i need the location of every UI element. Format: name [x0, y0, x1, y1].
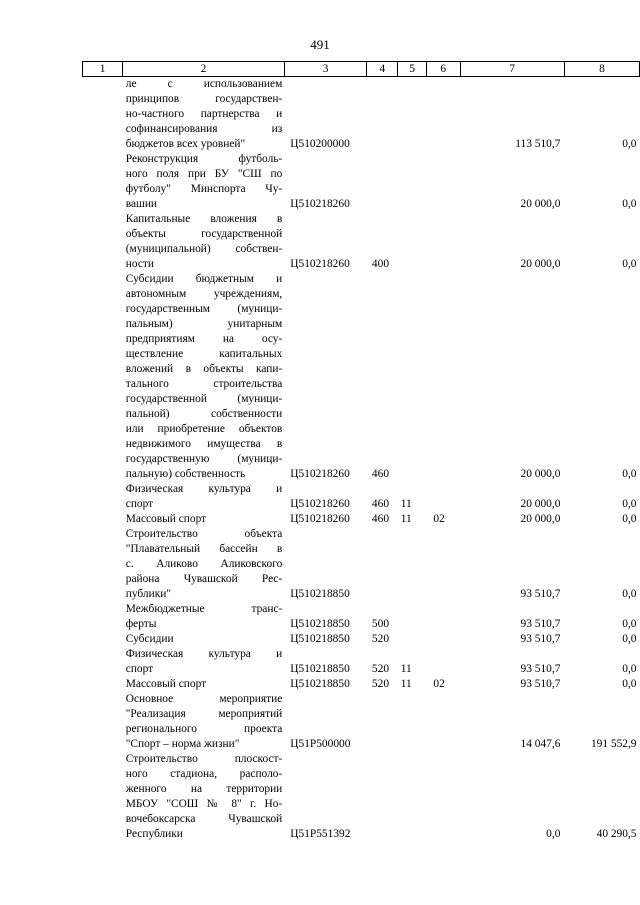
row-name-line: спорт	[125, 498, 154, 510]
row-name-line: Субсидии	[125, 633, 174, 645]
row-name-line: Субсидии бюджетным и	[125, 273, 283, 285]
row-amount-7: 93 510,7	[520, 678, 561, 690]
row-name-line: района Чувашской Рес-	[125, 573, 283, 585]
row-col-5	[398, 152, 427, 212]
row-amount-7: 20 000,0	[520, 513, 561, 525]
row-col-5	[398, 212, 427, 272]
row-code: Ц510218850	[290, 678, 350, 690]
row-name-line: спорт	[125, 663, 154, 675]
row-name-line: пальным) унитарным	[125, 318, 283, 330]
row-name-line: бюджетов всех уровней"	[125, 138, 246, 150]
row-amount-7: 20 000,0	[520, 258, 561, 270]
row-col-1	[83, 692, 123, 752]
row-code: Ц510218850	[290, 618, 350, 630]
row-col-1	[83, 272, 123, 482]
row-name	[123, 602, 285, 632]
row-col-1	[83, 212, 123, 272]
row-col-6: 02	[433, 513, 445, 525]
row-name	[123, 632, 285, 647]
row-name-line: государственную (муници-	[125, 453, 283, 465]
row-code: Ц510200000	[290, 138, 350, 150]
row-code: Ц510218850	[290, 588, 350, 600]
row-col-6	[426, 77, 460, 153]
row-name-line: Массовый спорт	[125, 513, 207, 525]
row-name-line: принципов государствен-	[125, 93, 283, 105]
row-col-4: 460	[371, 513, 390, 525]
row-name-line: женного на территории	[125, 783, 283, 795]
row-name-line: ществление капитальных	[125, 348, 283, 360]
row-col-6	[426, 602, 460, 632]
row-col-4: 400	[371, 258, 390, 270]
row-col-5: 11	[400, 498, 412, 510]
row-name-line: объекты государственной	[125, 228, 283, 240]
row-name-line: Строительство плоскост-	[125, 753, 283, 765]
row-code: Ц510218850	[290, 633, 350, 645]
row-name-line: Физическая культура и	[125, 648, 283, 660]
table-row	[83, 212, 640, 272]
row-amount-7: 93 510,7	[520, 618, 561, 630]
row-name-line: или приобретение объектов	[125, 423, 283, 435]
row-name	[123, 527, 285, 602]
row-name	[123, 512, 285, 527]
row-name-line: пальной) собственности	[125, 408, 283, 420]
row-col-1	[83, 527, 123, 602]
row-amount-8: 0,0	[622, 138, 637, 150]
row-amount-8: 0,0	[622, 258, 637, 270]
row-amount-7: 113 510,7	[515, 138, 561, 150]
row-col-6	[426, 647, 460, 677]
row-name-line: Межбюджетные транс-	[125, 603, 283, 615]
row-amount-8: 0,0	[622, 678, 637, 690]
col-header-5: 5	[398, 62, 427, 77]
row-name	[123, 482, 285, 512]
row-amount-8: 0,0	[622, 588, 637, 600]
row-col-6	[426, 527, 460, 602]
row-name-line: ле с использованием	[125, 78, 283, 90]
row-code: Ц51P551392	[290, 828, 351, 840]
row-col-5	[398, 77, 427, 153]
budget-table	[82, 61, 640, 842]
row-col-5	[398, 527, 427, 602]
row-col-5	[398, 272, 427, 482]
table-row	[83, 647, 640, 677]
row-col-5: 11	[400, 678, 412, 690]
row-name-line: ного поля при БУ "СШ по	[125, 168, 283, 180]
table-row	[83, 752, 640, 842]
row-col-5: 11	[400, 513, 412, 525]
row-code: Ц510218260	[290, 198, 350, 210]
row-name-line: ности	[125, 258, 154, 270]
table-row	[83, 677, 640, 692]
row-col-1	[83, 632, 123, 647]
row-name-line: вочебоксарска Чувашской	[125, 813, 283, 825]
row-code: Ц510218260	[290, 468, 350, 480]
row-name-line: вложений в объекты капи-	[125, 363, 283, 375]
row-col-5	[398, 692, 427, 752]
col-header-8: 8	[564, 62, 639, 77]
table-row	[83, 512, 640, 527]
row-name-line: Республики	[125, 828, 183, 840]
row-name-line: Массовый спорт	[125, 678, 207, 690]
row-col-4	[367, 692, 398, 752]
row-name-line: Строительство объекта	[125, 528, 283, 540]
row-name	[123, 272, 285, 482]
row-amount-8: 0,0	[622, 468, 637, 480]
row-name-line: тального строительства	[125, 378, 283, 390]
row-name-line: регионального проекта	[125, 723, 283, 735]
row-name-line: вашии	[125, 198, 158, 210]
row-name-line: (муниципальной) собствен-	[125, 243, 283, 255]
table-row	[83, 632, 640, 647]
row-name-line: Основное мероприятие	[125, 693, 283, 705]
row-amount-7: 0,0	[546, 828, 561, 840]
row-col-4: 520	[371, 633, 390, 645]
row-col-5	[398, 632, 427, 647]
row-col-1	[83, 752, 123, 842]
row-name	[123, 212, 285, 272]
row-name	[123, 677, 285, 692]
row-name-line: с. Аликово Аликовского	[125, 558, 283, 570]
row-name	[123, 77, 285, 153]
row-name-line: предприятиям на осу-	[125, 333, 283, 345]
row-col-6	[426, 692, 460, 752]
row-amount-8: 0,0	[622, 633, 637, 645]
row-name-line: МБОУ "СОШ № 8" г. Но-	[125, 798, 283, 810]
table-row	[83, 272, 640, 482]
row-col-4: 460	[371, 498, 390, 510]
row-col-1	[83, 482, 123, 512]
col-header-2: 2	[123, 62, 285, 77]
row-amount-7: 14 047,6	[520, 738, 561, 750]
row-col-6	[426, 152, 460, 212]
col-header-6: 6	[426, 62, 460, 77]
row-amount-7: 93 510,7	[520, 633, 561, 645]
col-header-4: 4	[367, 62, 398, 77]
row-col-4	[367, 527, 398, 602]
row-col-6: 02	[433, 678, 445, 690]
row-name-line: государственным (муници-	[125, 303, 283, 315]
row-amount-8: 191 552,9	[590, 738, 637, 750]
row-col-4	[367, 77, 398, 153]
row-name	[123, 752, 285, 842]
row-col-1	[83, 647, 123, 677]
row-name-line: "Плавательный бассейн в	[125, 543, 283, 555]
col-header-7: 7	[460, 62, 564, 77]
row-col-1	[83, 77, 123, 153]
row-name-line: пальную) собственность	[125, 468, 246, 480]
row-col-5	[398, 602, 427, 632]
table-row	[83, 152, 640, 212]
row-amount-7: 93 510,7	[520, 663, 561, 675]
table-row	[83, 692, 640, 752]
row-amount-7: 20 000,0	[520, 468, 561, 480]
row-col-1	[83, 512, 123, 527]
row-amount-8: 0,0	[622, 618, 637, 630]
table-row	[83, 77, 640, 153]
row-col-6	[426, 212, 460, 272]
row-name-line: Реконструкция футболь-	[125, 153, 283, 165]
row-name	[123, 647, 285, 677]
row-name-line: государственной (муници-	[125, 393, 283, 405]
row-col-4: 500	[371, 618, 390, 630]
row-amount-8: 0,0	[622, 498, 637, 510]
row-amount-8: 0,0	[622, 513, 637, 525]
row-name-line: публики"	[125, 588, 171, 600]
row-col-1	[83, 677, 123, 692]
row-name	[123, 692, 285, 752]
row-code: Ц510218850	[290, 663, 350, 675]
table-header-row	[83, 62, 640, 77]
row-name-line: "Спорт – норма жизни"	[125, 738, 240, 750]
row-name-line: "Реализация мероприятий	[125, 708, 283, 720]
row-code: Ц51P500000	[290, 738, 351, 750]
row-col-5: 11	[400, 663, 412, 675]
row-amount-8: 0,0	[622, 663, 637, 675]
row-name-line: футболу" Минспорта Чу-	[125, 183, 283, 195]
row-amount-7: 93 510,7	[520, 588, 561, 600]
row-col-6	[426, 632, 460, 647]
row-amount-7: 20 000,0	[520, 198, 561, 210]
row-col-4	[367, 152, 398, 212]
row-name-line: софинансирования из	[125, 123, 283, 135]
row-code: Ц510218260	[290, 498, 350, 510]
row-name-line: автономным учреждениям,	[125, 288, 283, 300]
row-amount-8: 0,0	[622, 198, 637, 210]
row-name-line: Капитальные вложения в	[125, 213, 283, 225]
col-header-1: 1	[83, 62, 123, 77]
row-name-line: ного стадиона, располо-	[125, 768, 283, 780]
row-col-6	[426, 272, 460, 482]
row-col-6	[426, 752, 460, 842]
row-name	[123, 152, 285, 212]
row-col-4	[367, 752, 398, 842]
table-row	[83, 527, 640, 602]
col-header-3: 3	[284, 62, 367, 77]
row-code: Ц510218260	[290, 513, 350, 525]
table-row	[83, 602, 640, 632]
row-amount-8: 40 290,5	[596, 828, 637, 840]
row-col-4: 520	[371, 678, 390, 690]
row-name-line: но-частного партнерства и	[125, 108, 283, 120]
row-amount-7: 20 000,0	[520, 498, 561, 510]
row-col-5	[398, 752, 427, 842]
row-name-line: Физическая культура и	[125, 483, 283, 495]
row-col-1	[83, 152, 123, 212]
page-number: 491	[310, 37, 330, 52]
row-name-line: недвижимого имущества в	[125, 438, 283, 450]
row-col-4: 460	[371, 468, 390, 480]
row-code: Ц510218260	[290, 258, 350, 270]
row-col-4: 520	[371, 663, 390, 675]
row-name-line: ферты	[125, 618, 157, 630]
row-col-6	[426, 482, 460, 512]
row-col-1	[83, 602, 123, 632]
table-row	[83, 482, 640, 512]
